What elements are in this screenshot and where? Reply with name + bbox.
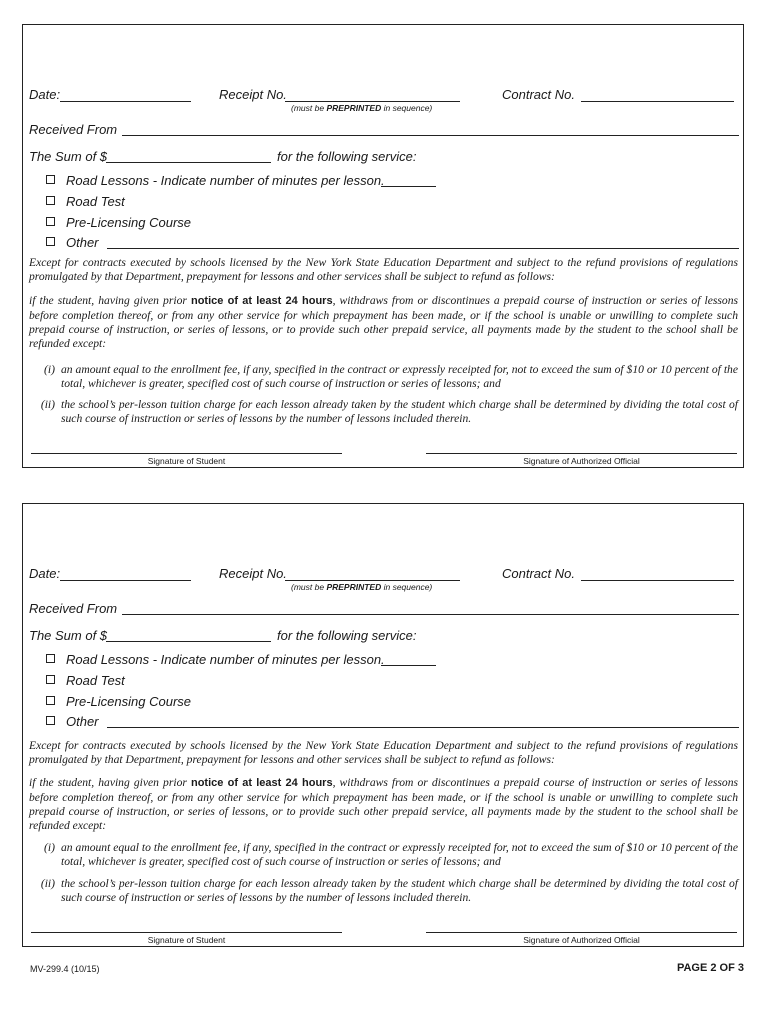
date-label: Date: [29, 566, 61, 581]
refund-exception-ii: (ii) the school’s per-lesson tuition charge for each lesson already taken by the student which charge shall be determined by dividing the total cost of such course of instruction or series of lessons by the number of lessons included therein. [40, 877, 738, 904]
received-from-label: Received From [29, 122, 118, 137]
student-signature-label: Signature of Student [147, 456, 226, 466]
road-lessons-label: Road Lessons - Indicate number of minutes per lesson. [66, 173, 385, 188]
form-code: MV-299.4 (10/15) [30, 964, 100, 974]
official-signature-line[interactable] [426, 453, 737, 454]
other-label: Other [66, 235, 99, 250]
date-field[interactable] [60, 101, 191, 102]
refund-conditions-text: if the student, having given prior notice of at least 24 hours, withdraws from or discontinues a prepaid course of instruction or series of lessons before completion thereof, or from any other service for which prepayment has been made, or if the school is unable or unwilling to complete such prepaid course of instruction, or series of lessons, or to provide such other prepaid service, all payments made by the student to the school shall be refunded except: [29, 294, 738, 350]
road-test-checkbox[interactable] [46, 196, 55, 205]
receipt-form-1 [22, 24, 744, 468]
receipt-no-field[interactable] [285, 101, 460, 102]
contract-no-field[interactable] [581, 580, 734, 581]
official-signature-line[interactable] [426, 932, 737, 933]
minutes-per-lesson-field[interactable] [381, 186, 436, 187]
sum-field[interactable] [106, 641, 271, 642]
refund-intro-text: Except for contracts executed by schools licensed by the New York State Education Department and subject to the refund provisions of regulations promulgated by that Department, prepayment for lessons and other services shall be subject to refund as follows: [29, 256, 738, 283]
other-checkbox[interactable] [46, 716, 55, 725]
page-number: PAGE 2 OF 3 [676, 962, 744, 974]
sum-label: The Sum of $ [29, 149, 108, 164]
sum-field[interactable] [106, 162, 271, 163]
refund-exception-ii: (ii) the school’s per-lesson tuition charge for each lesson already taken by the student which charge shall be determined by dividing the total cost of such course of instruction or series of lessons by the number of lessons included therein. [40, 398, 738, 425]
student-signature-line[interactable] [31, 932, 342, 933]
service-label: for the following service: [277, 149, 417, 164]
pre-licensing-label: Pre-Licensing Course [66, 694, 192, 709]
received-from-field[interactable] [122, 135, 739, 136]
refund-conditions-text: if the student, having given prior notice of at least 24 hours, withdraws from or discontinues a prepaid course of instruction or series of lessons before completion thereof, or from any other service for which prepayment has been made, or if the school is unable or unwilling to complete such prepaid course of instruction, or series of lessons, or to provide such other prepaid service, all payments made by the student to the school shall be refunded except: [29, 776, 738, 832]
student-signature-line[interactable] [31, 453, 342, 454]
other-label: Other [66, 714, 99, 729]
pre-licensing-label: Pre-Licensing Course [66, 215, 192, 230]
receipt-no-note: (must be PREPRINTED in sequence) [291, 103, 433, 113]
receipt-no-field[interactable] [285, 580, 460, 581]
receipt-no-note: (must be PREPRINTED in sequence) [291, 582, 433, 592]
contract-no-label: Contract No. [502, 566, 575, 581]
road-lessons-label: Road Lessons - Indicate number of minutes per lesson. [66, 652, 385, 667]
minutes-per-lesson-field[interactable] [381, 665, 436, 666]
received-from-field[interactable] [122, 614, 739, 615]
receipt-no-label: Receipt No. [219, 566, 287, 581]
road-test-checkbox[interactable] [46, 675, 55, 684]
other-checkbox[interactable] [46, 237, 55, 246]
refund-exception-i: (i) an amount equal to the enrollment fee, if any, specified in the contract or expressly receipted for, not to exceed the sum of $10 or 10 percent of the total, whichever is greater, specified cost of such course of instruction or series of lessons; and [44, 841, 738, 868]
other-field[interactable] [107, 248, 739, 249]
date-label: Date: [29, 87, 61, 102]
refund-intro-text: Except for contracts executed by schools licensed by the New York State Education Department and subject to the refund provisions of regulations promulgated by that Department, prepayment for lessons and other services shall be subject to refund as follows: [29, 739, 738, 766]
date-field[interactable] [60, 580, 191, 581]
contract-no-label: Contract No. [502, 87, 575, 102]
refund-exception-i: (i) an amount equal to the enrollment fee, if any, specified in the contract or expressly receipted for, not to exceed the sum of $10 or 10 percent of the total, whichever is greater, specified cost of such course of instruction or series of lessons; and [44, 363, 738, 390]
received-from-label: Received From [29, 601, 118, 616]
road-test-label: Road Test [66, 194, 125, 209]
official-signature-label: Signature of Authorized Official [523, 456, 640, 466]
sum-label: The Sum of $ [29, 628, 108, 643]
student-signature-label: Signature of Student [147, 935, 226, 945]
road-lessons-checkbox[interactable] [46, 654, 55, 663]
receipt-no-label: Receipt No. [219, 87, 287, 102]
pre-licensing-checkbox[interactable] [46, 696, 55, 705]
contract-no-field[interactable] [581, 101, 734, 102]
road-lessons-checkbox[interactable] [46, 175, 55, 184]
receipt-form-2 [22, 503, 744, 947]
service-label: for the following service: [277, 628, 417, 643]
pre-licensing-checkbox[interactable] [46, 217, 55, 226]
official-signature-label: Signature of Authorized Official [523, 935, 640, 945]
other-field[interactable] [107, 727, 739, 728]
road-test-label: Road Test [66, 673, 125, 688]
